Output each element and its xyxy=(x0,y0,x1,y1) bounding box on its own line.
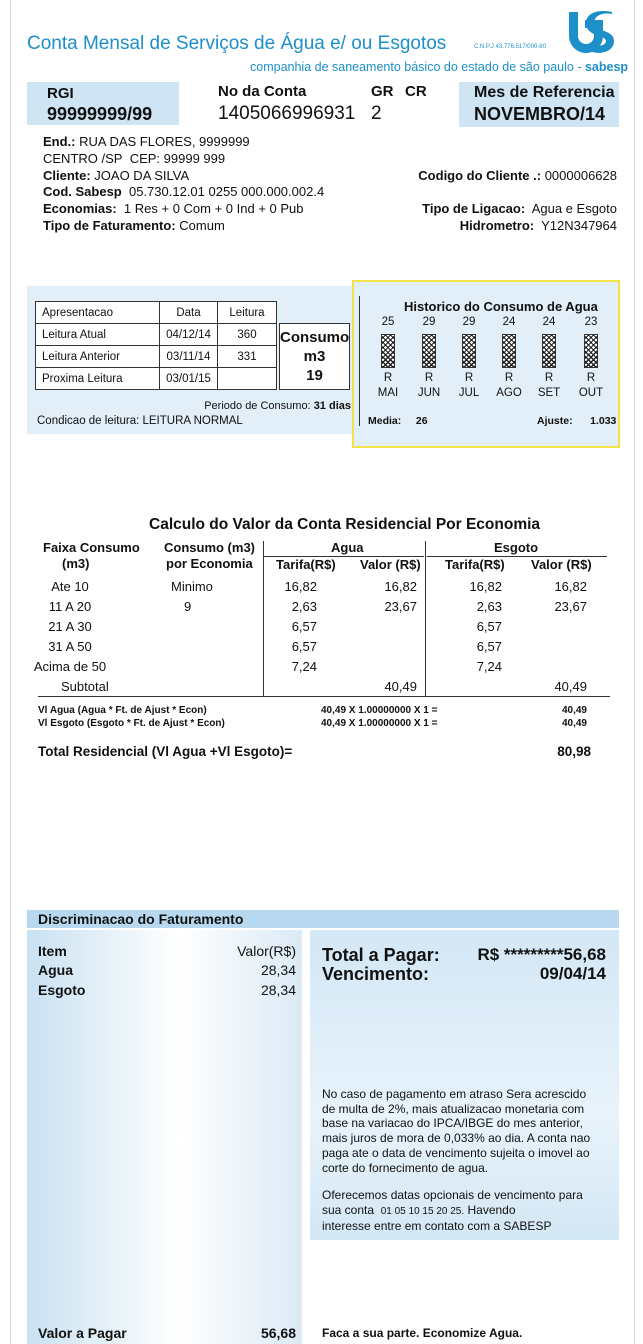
consumption-period: Periodo de Consumo: 31 dias xyxy=(204,400,351,412)
client-code: 0000006628 xyxy=(544,168,617,183)
readings-table xyxy=(35,301,277,390)
bill-title: Conta Mensal de Serviços de Água e/ ou Esgotos xyxy=(27,33,447,54)
address: RUA DAS FLORES, 9999999 xyxy=(79,134,250,149)
history-value: 24 xyxy=(542,316,556,328)
customer-info: End.: RUA DAS FLORES, 9999999 CENTRO /SP CEP: 99999 999 Cliente: JOAO DA SILVA Cod. Sabesp 05.730.12.01 0255 000.000.002.4 Economias: 1 Res + 0 Com + 0 Ind + 0 Pub Tipo de Faturamento: Comum xyxy=(43,134,325,233)
table-cell: 6,57 xyxy=(291,619,317,634)
history-month: JUL xyxy=(458,387,480,399)
history-value: 25 xyxy=(381,316,395,328)
table-cell: 16,82 xyxy=(284,579,317,594)
total-to-pay-value: R$ *********56,68 xyxy=(477,945,606,964)
sabesp-logo-icon xyxy=(566,10,616,58)
table-row xyxy=(0,639,643,657)
table-cell: 9 xyxy=(184,599,192,614)
subtotal-esgoto: 40,49 xyxy=(554,679,587,694)
table-cell: 16,82 xyxy=(384,579,417,594)
history-month: JUN xyxy=(417,387,441,399)
total-residencial-value: 80,98 xyxy=(557,744,591,759)
history-month-ago xyxy=(492,316,526,399)
due-date-options: 01 05 10 15 20 25. xyxy=(380,1205,465,1217)
history-month-set xyxy=(532,316,566,399)
amount-due-value: 56,68 xyxy=(260,1325,296,1341)
history-month-out xyxy=(574,316,608,399)
history-adjust: Ajuste: 1.033 xyxy=(537,415,617,427)
subtotal-line xyxy=(38,696,610,697)
history-bar xyxy=(542,334,556,368)
consumption-value: 19 xyxy=(306,367,323,384)
table-cell: 7,24 xyxy=(291,659,317,674)
billing-type: Comum xyxy=(179,217,225,233)
table-cell: 6,57 xyxy=(291,639,317,654)
table-cell: 11 A 20 xyxy=(48,599,92,614)
cnpj: C.N.P.J 43.776.517/000-80 xyxy=(474,44,546,50)
history-title: Historico do Consumo de Agua xyxy=(404,299,598,314)
sabesp-code: 05.730.12.01 0255 000.000.002.4 xyxy=(128,184,325,200)
history-average: Media: 26 xyxy=(368,415,428,427)
due-date-value: 09/04/14 xyxy=(539,964,606,983)
table-row: Proxima Leitura 03/01/15 xyxy=(36,368,277,390)
gr-label: GR xyxy=(371,83,394,100)
table-cell: Ate 10 xyxy=(51,579,89,594)
table-cell: 31 A 50 xyxy=(48,639,92,654)
table-cell: 23,67 xyxy=(384,599,417,614)
table-cell: Acima de 50 xyxy=(33,659,107,674)
billing-item-agua xyxy=(38,962,296,978)
late-payment-notice: No caso de pagamento em atraso Sera acrescido de multa de 2%, mais atualizacao monetaria com base na variacao do IPCA/IBGE do mes anterior, mais juros de mora de 0,033% ao dia. A conta nao paga ate o data de vencimento sujeita o imovel ao corte do fornecimento de agua. xyxy=(322,1087,591,1175)
rgi-label: RGI xyxy=(47,85,74,102)
history-month-jul xyxy=(452,316,486,399)
history-month: AGO xyxy=(496,387,522,399)
billing-item-name: Agua xyxy=(38,962,73,978)
history-bar xyxy=(502,334,516,368)
gr-value: 2 xyxy=(371,103,382,124)
billing-title: Discriminacao do Faturamento xyxy=(38,911,244,927)
history-month: OUT xyxy=(578,387,604,399)
billing-item-header: Item Valor(R$) xyxy=(38,943,296,959)
history-divider xyxy=(359,296,360,426)
history-flag: R xyxy=(504,372,514,384)
history-bar xyxy=(422,334,436,368)
table-row xyxy=(0,599,643,617)
consumption-box: Consumo m3 19 xyxy=(279,323,350,390)
history-bar xyxy=(381,334,395,368)
table-cell: 2,63 xyxy=(476,599,502,614)
reference-month-label: Mes de Referencia xyxy=(474,84,615,101)
cr-label: CR xyxy=(405,83,427,100)
table-row xyxy=(0,659,643,677)
history-flag: R xyxy=(544,372,554,384)
history-flag: R xyxy=(424,372,434,384)
history-flag: R xyxy=(586,372,596,384)
account-number-value: 1405066996931 xyxy=(218,103,356,124)
district: CENTRO /SP xyxy=(43,150,123,166)
billing-item-esgoto xyxy=(38,982,296,998)
subtotal-label: Subtotal xyxy=(61,679,109,694)
due-options-notice: Oferecemos datas opcionais de vencimento para sua conta 01 05 10 15 20 25. Havendo interesse entre em contato com a SABESP xyxy=(322,1188,583,1234)
table-row: Leitura Atual 04/12/14 360 xyxy=(36,324,277,346)
total-residencial-label: Total Residencial (Vl Agua +Vl Esgoto)= xyxy=(38,744,293,759)
esgoto-header-line xyxy=(427,556,607,557)
rgi-value: 99999999/99 xyxy=(47,104,153,124)
history-value: 29 xyxy=(462,316,476,328)
history-month: MAI xyxy=(377,387,399,399)
total-to-pay-label: Total a Pagar: xyxy=(322,945,440,965)
slogan: Faca a sua parte. Economize Agua. xyxy=(322,1326,523,1340)
history-value: 29 xyxy=(422,316,436,328)
connection-type-row: Tipo de Ligacao: Agua e Esgoto xyxy=(422,201,617,216)
history-flag: R xyxy=(383,372,393,384)
account-number-label: No da Conta xyxy=(218,83,307,100)
table-row xyxy=(0,579,643,597)
table-cell: 23,67 xyxy=(554,599,587,614)
meter-row: Hidrometro: Y12N347964 xyxy=(459,218,617,233)
table-row: Leitura Anterior 03/11/14 331 xyxy=(36,346,277,368)
table-cell: 21 A 30 xyxy=(48,619,92,634)
brand-name: sabesp xyxy=(584,60,629,74)
customer-name: JOAO DA SILVA xyxy=(94,167,190,183)
history-month-mai xyxy=(371,316,405,399)
history-flag: R xyxy=(464,372,474,384)
reference-month-value: NOVEMBRO/14 xyxy=(474,104,606,124)
billing-item-value: 28,34 xyxy=(260,962,296,978)
connection-type: Agua e Esgoto xyxy=(531,201,617,216)
billing-item-value: 28,34 xyxy=(260,982,296,998)
history-value: 23 xyxy=(584,316,598,328)
table-cell: 6,57 xyxy=(476,639,502,654)
billing-item-name: Esgoto xyxy=(38,982,86,998)
table-cell: 6,57 xyxy=(476,619,502,634)
amount-due-label: Valor a Pagar xyxy=(38,1325,127,1341)
reading-condition: Condicao de leitura: LEITURA NORMAL xyxy=(37,415,243,427)
calc-title: Calculo do Valor da Conta Residencial Por Economia xyxy=(149,516,541,533)
cep: 99999 999 xyxy=(163,150,226,166)
table-row xyxy=(0,619,643,637)
table-cell: 7,24 xyxy=(476,659,502,674)
history-month: SET xyxy=(537,387,561,399)
client-code-row: Codigo do Cliente .: 0000006628 xyxy=(418,168,617,183)
company-subtitle: companhia de saneamento básico do estado de são paulo - sabesp xyxy=(250,60,629,74)
agua-header-line xyxy=(264,556,424,557)
table-cell: 16,82 xyxy=(469,579,502,594)
history-value: 24 xyxy=(502,316,516,328)
table-row: Apresentacao Data Leitura xyxy=(36,302,277,324)
due-date-label: Vencimento: xyxy=(322,964,430,984)
history-bar xyxy=(462,334,476,368)
subtotal-agua: 40,49 xyxy=(384,679,417,694)
history-bar xyxy=(584,334,598,368)
table-cell: 2,63 xyxy=(291,599,317,614)
history-month-jun xyxy=(412,316,446,399)
meter-id: Y12N347964 xyxy=(541,218,617,233)
table-cell: Minimo xyxy=(171,579,213,594)
economias: 1 Res + 0 Com + 0 Ind + 0 Pub xyxy=(123,201,304,217)
table-cell: 16,82 xyxy=(554,579,587,594)
